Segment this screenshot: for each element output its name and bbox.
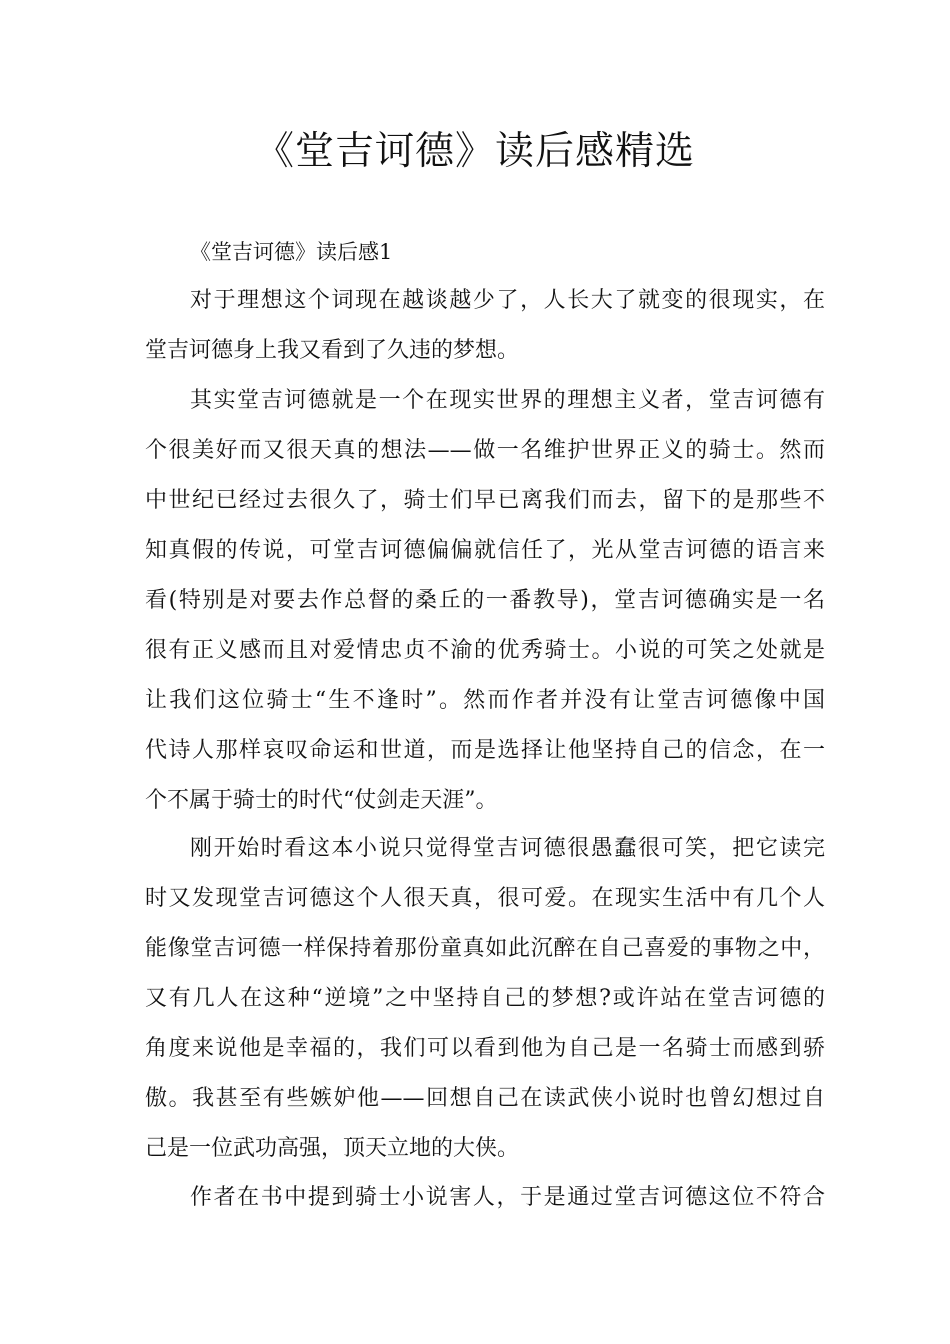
paragraph-line: 个不属于骑士的时代“仗剑走天涯”。 (145, 788, 498, 813)
paragraph-line: 让我们这位骑士“生不逢时”。然而作者并没有让堂吉诃德像中国 (145, 688, 825, 713)
paragraph-line: 看(特别是对要去作总督的桑丘的一番教导)，堂吉诃德确实是一名 (145, 588, 825, 613)
paragraph-line: 知真假的传说，可堂吉诃德偏偏就信任了，光从堂吉诃德的语言来 (145, 538, 825, 563)
paragraph-2 (145, 376, 825, 826)
paragraph-4 (145, 1173, 825, 1223)
paragraph-line: 傲。我甚至有些嫉妒他——回想自己在读武侠小说时也曾幻想过自 (145, 1086, 825, 1111)
paragraph-line: 己是一位武功高强，顶天立地的大侠。 (145, 1136, 520, 1161)
document-title: 《堂吉诃德》读后感精选 (254, 129, 695, 174)
paragraph-1 (145, 276, 825, 376)
paragraph-line: 代诗人那样哀叹命运和世道，而是选择让他坚持自己的信念，在一 (145, 738, 825, 763)
paragraph-line: 对于理想这个词现在越谈越少了，人长大了就变的很现实，在 (190, 288, 825, 313)
section-heading: 《堂吉诃德》读后感1 (190, 240, 393, 264)
paragraph-line: 又有几人在这种“逆境”之中坚持自己的梦想?或许站在堂吉诃德的 (145, 986, 825, 1011)
paragraph-line: 角度来说他是幸福的，我们可以看到他为自己是一名骑士而感到骄 (145, 1036, 825, 1061)
paragraph-line: 堂吉诃德身上我又看到了久违的梦想。 (145, 338, 520, 363)
paragraph-line: 个很美好而又很天真的想法——做一名维护世界正义的骑士。然而 (145, 438, 825, 463)
paragraph-line: 其实堂吉诃德就是一个在现实世界的理想主义者，堂吉诃德有 (190, 388, 825, 413)
paragraph-line: 刚开始时看这本小说只觉得堂吉诃德很愚蠢很可笑，把它读完 (190, 836, 825, 861)
paragraph-line: 中世纪已经过去很久了，骑士们早已离我们而去，留下的是那些不 (145, 488, 825, 513)
paragraph-line: 时又发现堂吉诃德这个人很天真，很可爱。在现实生活中有几个人 (145, 886, 825, 911)
paragraph-line: 能像堂吉诃德一样保持着那份童真如此沉醉在自己喜爱的事物之中， (145, 936, 825, 961)
paragraph-line: 作者在书中提到骑士小说害人，于是通过堂吉诃德这位不符合 (190, 1185, 825, 1210)
paragraph-line: 很有正义感而且对爱情忠贞不渝的优秀骑士。小说的可笑之处就是 (145, 638, 825, 663)
paragraph-3 (145, 824, 825, 1174)
